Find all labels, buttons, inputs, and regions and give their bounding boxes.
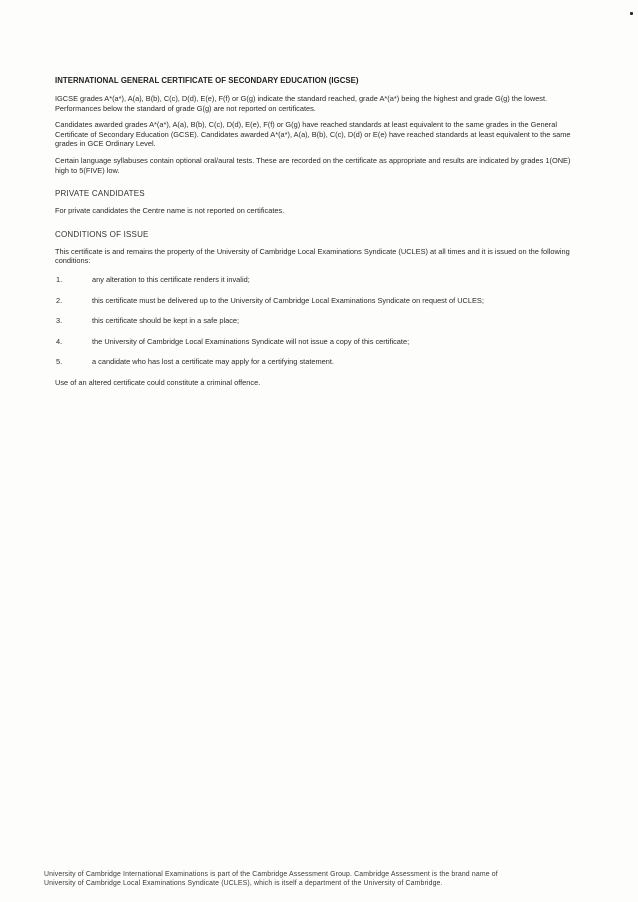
condition-number: 2. [56,295,63,305]
footer [44,870,584,888]
condition-text: the University of Cambridge Local Examinations Syndicate will not issue a copy of this certificate; [92,336,410,346]
condition-number: 1. [56,274,63,284]
condition-number: 4. [56,336,63,346]
condition-number: 3. [56,316,63,326]
condition-item [55,337,575,347]
condition-text: this certificate must be delivered up to the University of Cambridge Local Examinations Syndicate on request of UCLES; [92,295,484,305]
language-tests-paragraph: Certain language syllabuses contain optional oral/aural tests. These are recorded on the certificate as appropriate and results are indicated by grades 1(ONE) high to 5(FIVE) low. [55,155,571,175]
condition-item [55,316,575,326]
footer-line-2: University of Cambridge Local Examinations Syndicate (UCLES), which is itself a department of the University of Cambridge. [44,880,443,888]
condition-item [55,275,575,285]
footer-line-1: University of Cambridge International Examinations is part of the Cambridge Assessment Group. Cambridge Assessment is the brand name of [44,871,498,878]
conditions-intro: This certificate is and remains the property of the University of Cambridge Local Examinations Syndicate (UCLES) at all times and it is issued on the following conditions: [55,246,570,266]
condition-item [55,357,575,367]
closing-warning: Use of an altered certificate could constitute a criminal offence. [55,377,261,387]
condition-text: a candidate who has lost a certificate may apply for a certifying statement. [92,357,334,367]
conditions-title: CONDITIONS OF ISSUE [55,229,149,239]
grades-paragraph: IGCSE grades A*(a*), A(a), B(b), C(c), D(d), E(e), F(f) or G(g) indicate the standard reached, grade A*(a*) being the highest and grade G(g) the lowest. Performances below the standard of grade G(g) are not reported on certificates. [55,94,548,113]
condition-item [55,296,575,306]
condition-text: any alteration to this certificate renders it invalid; [92,274,250,284]
main-content [55,76,575,395]
scan-speck [630,12,633,15]
conditions-list [55,275,575,367]
condition-text: this certificate should be kept in a safe place; [92,316,240,326]
document-heading: INTERNATIONAL GENERAL CERTIFICATE OF SECONDARY EDUCATION (IGCSE) [55,76,359,85]
condition-number: 5. [56,357,63,367]
equivalence-paragraph: Candidates awarded grades A*(a*), A(a), B(b), C(c), D(d), E(e), F(f) or G(g) have reached standards at least equivalent to the same grades in the General Certificate of Secondary Education (GCSE). Candidates awarded A*(a*), A(a), B(b), C(c), D(d) or E(e) have reached standards at least equivalent to the same grades in GCE Ordinary Level. [55,120,571,149]
private-candidates-text: For private candidates the Centre name is not reported on certificates. [55,206,285,216]
private-candidates-title: PRIVATE CANDIDATES [55,189,145,199]
